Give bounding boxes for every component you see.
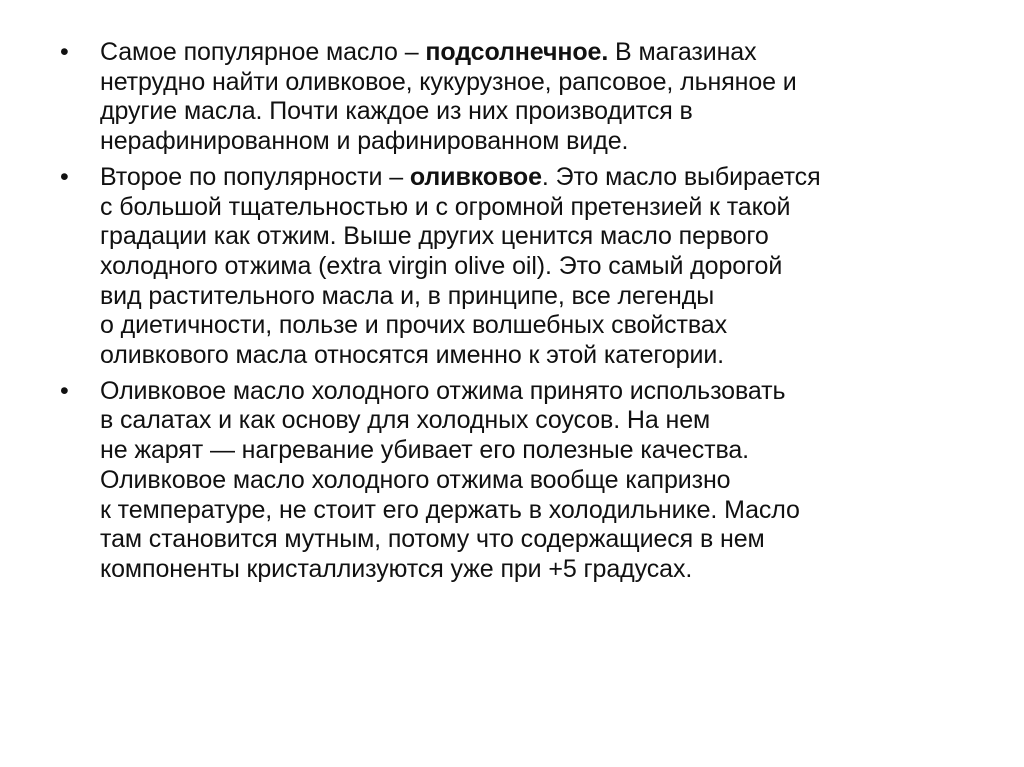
text-segment: компоненты кристаллизуются уже при +5 градусах. <box>100 554 693 583</box>
text-segment: в салатах и как основу для холодных соусов. На нем <box>100 406 711 435</box>
text-line <box>100 97 1020 127</box>
bullet-item-2 <box>60 163 1020 371</box>
text-segment: В магазинах <box>608 38 757 66</box>
text-line <box>100 252 1020 282</box>
text-segment: о диетичности, пользе и прочих волшебных свойствах <box>100 311 727 340</box>
text-line <box>100 406 1020 436</box>
text-segment: Оливковое масло холодного отжима вообще капризно <box>100 465 731 494</box>
text-line <box>100 193 1020 223</box>
text-segment: другие масла. Почти каждое из них производится в <box>100 97 693 126</box>
text-segment: Второе по популярности – <box>100 162 410 191</box>
text-line <box>100 496 1020 526</box>
text-segment: оливкового масла относятся именно к этой категории. <box>100 341 725 370</box>
text-segment: с большой тщательностью и с огромной претензией к такой <box>100 192 791 221</box>
bullet-icon: • <box>60 376 69 405</box>
bold-text-segment: подсолнечное. <box>425 38 609 66</box>
text-line <box>100 222 1020 252</box>
text-line <box>100 163 1020 193</box>
text-segment: градации как отжим. Выше других ценится масло первого <box>100 222 769 251</box>
bullet-icon: • <box>60 162 69 191</box>
text-segment: там становится мутным, потому что содержащиеся в нем <box>100 525 765 554</box>
text-segment: Самое популярное масло – <box>100 38 426 66</box>
text-line <box>100 282 1020 312</box>
text-line <box>100 525 1020 555</box>
text-line <box>100 377 1020 407</box>
text-line <box>100 311 1020 341</box>
text-segment: нетрудно найти оливковое, кукурузное, рапсовое, льняное и <box>100 67 797 96</box>
text-line <box>100 38 1020 68</box>
text-segment: нерафинированном и рафинированном виде. <box>100 127 629 156</box>
text-segment: . Это масло выбирается <box>541 162 821 191</box>
bullet-list <box>60 38 1020 591</box>
text-segment: не жарят — нагревание убивает его полезные качества. <box>100 436 749 465</box>
bullet-item-3 <box>60 377 1020 585</box>
text-segment: Оливковое масло холодного отжима принято использовать <box>100 376 786 405</box>
text-segment: холодного отжима (extra virgin olive oil). Это самый дорогой <box>100 251 783 280</box>
text-line <box>100 466 1020 496</box>
text-segment: вид растительного масла и, в принципе, все легенды <box>100 281 715 310</box>
text-segment: к температуре, не стоит его держать в холодильнике. Масло <box>100 495 800 524</box>
bold-text-segment: оливковое <box>409 162 542 191</box>
text-line <box>100 555 1020 585</box>
text-line <box>100 68 1020 98</box>
bullet-icon: • <box>60 38 69 66</box>
text-line <box>100 341 1020 371</box>
text-line <box>100 127 1020 157</box>
bullet-item-1 <box>60 38 1020 157</box>
text-line <box>100 436 1020 466</box>
